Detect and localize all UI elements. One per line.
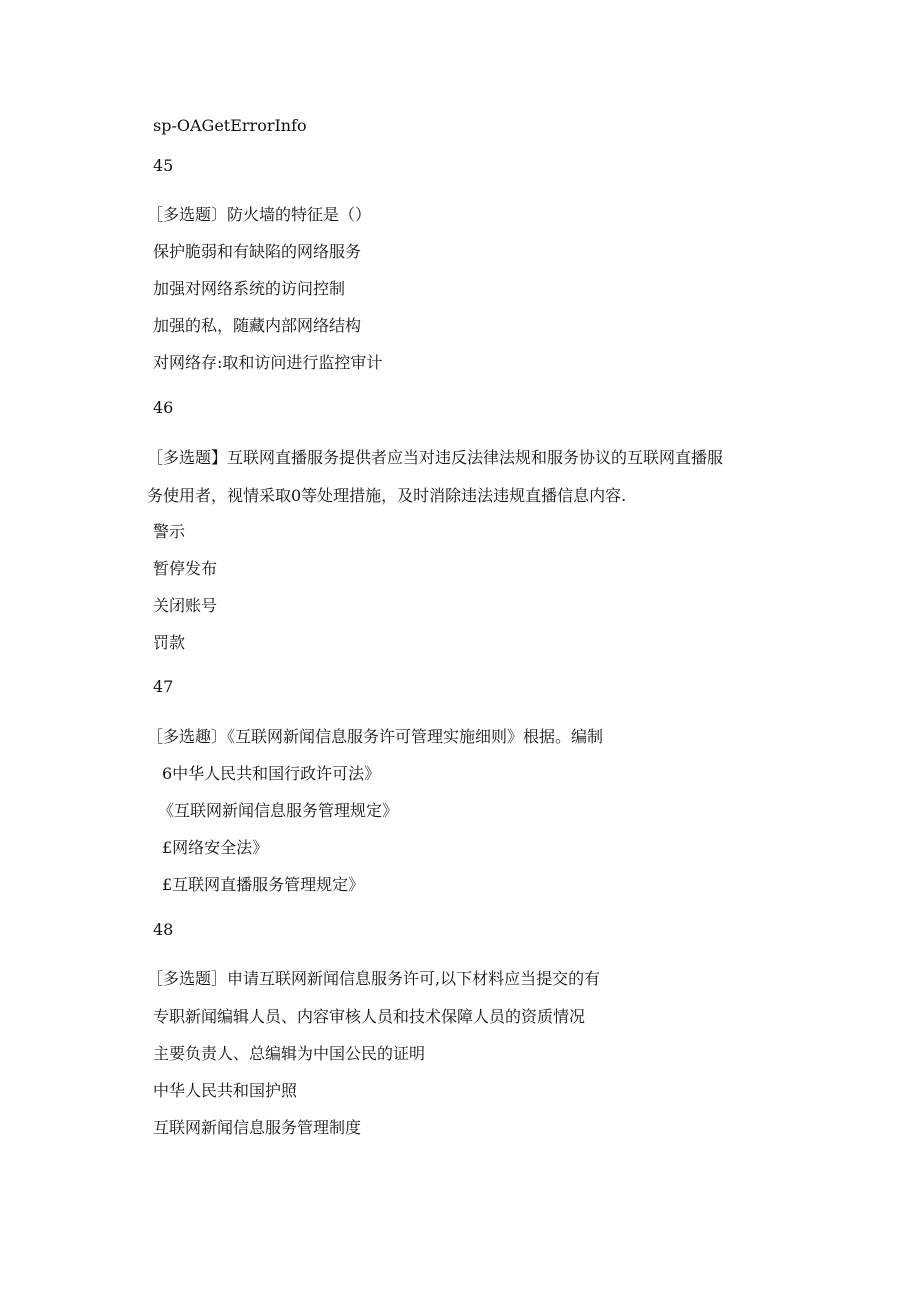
question-option: 关闭账号 xyxy=(153,596,218,615)
question-option: £网络安全法》 xyxy=(162,838,269,857)
question-option: 主要负责人、总编辑为中国公民的证明 xyxy=(153,1044,426,1063)
intro-text: sp-OAGetErrorInfo xyxy=(153,116,307,135)
question-option: 警示 xyxy=(153,522,186,541)
question-stem: ［多选题］申请互联网新闻信息服务许可,以下材料应当提交的有 xyxy=(147,969,601,988)
question-option: 暂停发布 xyxy=(153,559,218,578)
question-option: 中华人民共和国护照 xyxy=(153,1081,298,1100)
question-option: 罚款 xyxy=(153,633,186,652)
question-stem: ［多选题】互联网直播服务提供者应当对违反法律法规和服务协议的互联网直播服 xyxy=(147,448,724,467)
question-option: 《互联网新闻信息服务管理规定》 xyxy=(158,801,399,820)
question-stem-continuation: 务使用者，视情采取0等处理措施，及时消除违法违规直播信息内容. xyxy=(147,486,627,505)
question-option: 6中华人民共和国行政许可法》 xyxy=(162,764,381,783)
question-option: 专职新闻编辑人员、内容审核人员和技术保障人员的资质情况 xyxy=(153,1007,586,1026)
question-stem: ［多选趣〕《互联网新闻信息服务许可管理实施细则》根据。编制 xyxy=(147,727,604,746)
question-option: 互联网新闻信息服务管理制度 xyxy=(153,1118,362,1137)
question-option: 加强对网络系统的访问控制 xyxy=(153,279,346,298)
question-number: 48 xyxy=(153,920,174,939)
question-option: 保护脆弱和有缺陷的网络服务 xyxy=(153,242,362,261)
question-option: 加强的私，随藏内部网络结构 xyxy=(153,316,362,335)
question-number: 46 xyxy=(153,398,174,417)
question-number: 45 xyxy=(153,156,174,175)
question-option: £互联网直播服务管理规定》 xyxy=(162,875,365,894)
question-option: 对网络存:取和访问进行监控审计 xyxy=(153,353,383,372)
question-stem: ［多选题〕防火墙的特征是（） xyxy=(147,205,372,224)
question-number: 47 xyxy=(153,677,174,696)
